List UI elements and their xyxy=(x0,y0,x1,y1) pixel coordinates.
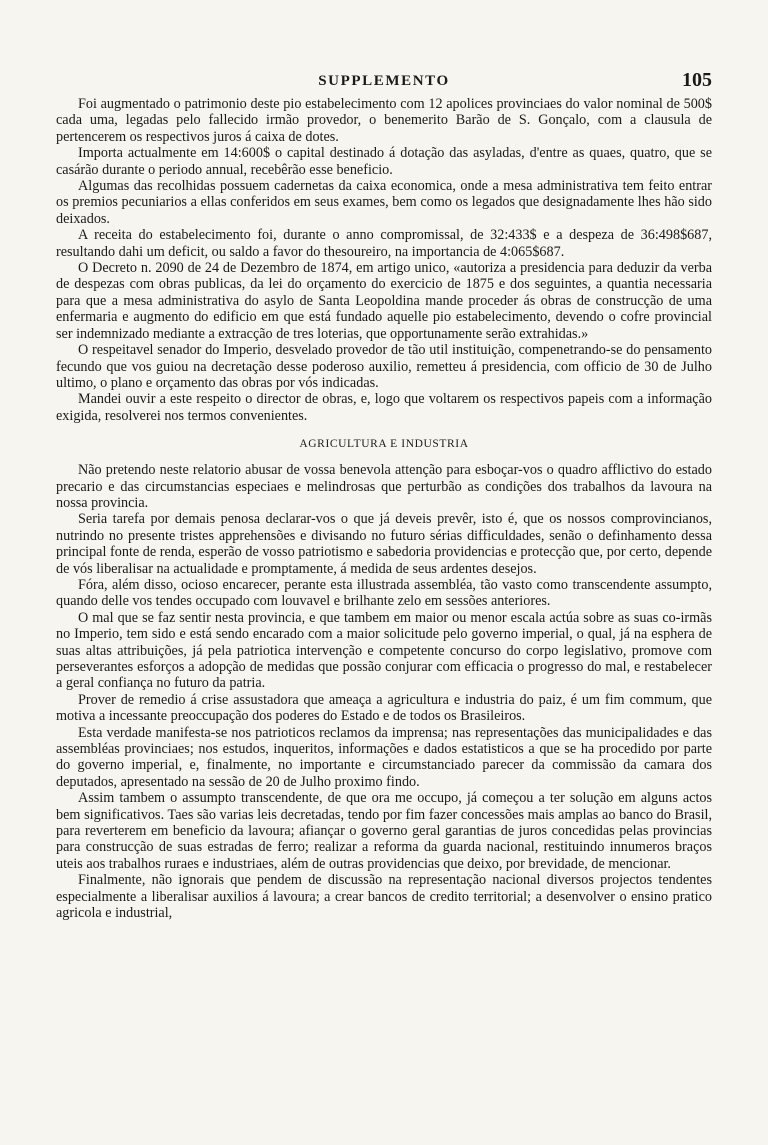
paragraph: Não pretendo neste relatorio abusar de vossa benevola attenção para esboçar-vos o quadro afflictivo do estado precario e das circumstancias especiaes e melindrosas que perturbão as condições dos trabalhos da lavoura na nossa provincia. xyxy=(56,462,712,511)
paragraph: Fóra, além disso, ocioso encarecer, perante esta illustrada assembléa, tão vasto como transcendente assumpto, quando delle vos tendes occupado com louvavel e brilhante zelo em sessões anteriores. xyxy=(56,576,712,610)
paragraph: O Decreto n. 2090 de 24 de Dezembro de 1874, em artigo unico, «autoriza a presidencia para deduzir da verba de despezas com obras publicas, da lei do orçamento do exercicio de 1875 e dos seguintes, a quantia necessaria para que a mesa administrativa do asylo de Santa Leopoldina mande proceder ás obras de construcção de uma enfermaria e augmento do edificio em que está fundado aquelle pio estabelecimento, devendo o cofre provincial ser indemnizado mediante a extracção de tres loterias, que opportunamente serão extrahidas.» xyxy=(56,260,712,342)
paragraph: Prover de remedio á crise assustadora que ameaça a agricultura e industria do paiz, é um fim commum, que motiva a incessante preoccupação dos poderes do Estado e de todos os Brasileiros. xyxy=(56,691,712,725)
paragraph: Assim tambem o assumpto transcendente, de que ora me occupo, já começou a ter solução em alguns actos bem significativos. Taes são varias leis decretadas, tendo por fim fazer concessões mais amplas ao banco do Brasil, para reverterem em beneficio da lavoura; afiançar o governo geral garantias de juros concedidas pelas provincias para construcção de suas estradas de ferro; realizar a reforma da guarda nacional, restituindo innumeros braços uteis aos trabalhos ruraes e industriaes, além de outras providencias que deixo, por brevidade, de mencionar. xyxy=(56,790,712,872)
section-body-text xyxy=(56,96,712,424)
paragraph: O respeitavel senador do Imperio, desvelado provedor de tão util instituição, compenetrando-se do pensamento fecundo que vos guiou na decretação desse poderoso auxilio, remetteu á presidencia, com officio de 30 de Julho ultimo, o plano e orçamento das obras por vós indicadas. xyxy=(56,342,712,391)
paragraph: O mal que se faz sentir nesta provincia, e que tambem em maior ou menor escala actúa sobre as suas co-irmãs no Imperio, tem sido e está sendo encarado com a maior solicitude pelo governo imperial, o qual, já na esphera de suas altas attribuições, já pela patriotica intervenção e competente concurso do corpo legislativo, promove com perseverantes esforços a adopção de medidas que possão conjurar com efficacia o progresso do mal, e restabelecer a geral confiança no futuro da patria. xyxy=(56,609,712,692)
paragraph: Foi augmentado o patrimonio deste pio estabelecimento com 12 apolices provinciaes do valor nominal de 500$ cada uma, legadas pelo fallecido irmão provedor, o benemerito Barão de S. Gonçalo, com a clausula de pertencerem os respectivos juros á caixa de dotes. xyxy=(56,96,712,145)
paragraph: Mandei ouvir a este respeito o director de obras, e, logo que voltarem os respectivos papeis com a informação exigida, resolverei nos termos convenientes. xyxy=(56,391,712,424)
paragraph: Seria tarefa por demais penosa declarar-vos o que já deveis prevêr, isto é, que os nossos comprovincianos, nutrindo no presente tristes apprehensões e divisando no futuro sérias difficuldades, senão o definhamento dessa principal fonte de renda, esperão de vosso patriotismo e sabedoria providencias e protecção que, por certo, depende de vós liberalisar na actualidade e promptamente, á medida de seus ardentes desejos. xyxy=(56,511,712,577)
paragraph: Algumas das recolhidas possuem cadernetas da caixa economica, onde a mesa administrativa tem feito entrar os premios pecuniarios a ellas conferidos em seus exames, bem como os legados que designadamente lhes hão sido deixados. xyxy=(56,178,712,227)
section-agriculture-text xyxy=(56,462,712,921)
page-number: 105 xyxy=(682,69,712,91)
running-header xyxy=(56,69,712,96)
paragraph: Finalmente, não ignorais que pendem de discussão na representação nacional diversos projectos tendentes especialmente a liberalisar auxilios á lavoura; a crear bancos de credito territorial; a desenvolver o ensino pratico agricola e industrial, xyxy=(56,872,712,922)
section-heading: AGRICULTURA E INDUSTRIA xyxy=(299,438,469,451)
page-title: SUPPLEMENTO xyxy=(318,73,450,89)
paragraph: Importa actualmente em 14:600$ o capital destinado á dotação das asyladas, d'entre as quaes, quatro, que se casárão durante o periodo annual, recebêrão esse beneficio. xyxy=(56,145,712,178)
paragraph: Esta verdade manifesta-se nos patrioticos reclamos da imprensa; nas representações das municipalidades e das assembléas provinciaes; nos estudos, inqueritos, informações e dados estatisticos a que se ha procedido por parte do governo imperial, e, finalmente, no importante e circumstanciado parecer da commissão da camara dos deputados, apresentado na sessão de 20 de Julho proximo findo. xyxy=(56,724,712,790)
paragraph: A receita do estabelecimento foi, durante o anno compromissal, de 32:433$ e a despeza de 36:498$687, resultando dahi um deficit, ou saldo a favor do thesoureiro, na importancia de 4:065$687. xyxy=(56,227,712,260)
document-page xyxy=(56,69,712,922)
